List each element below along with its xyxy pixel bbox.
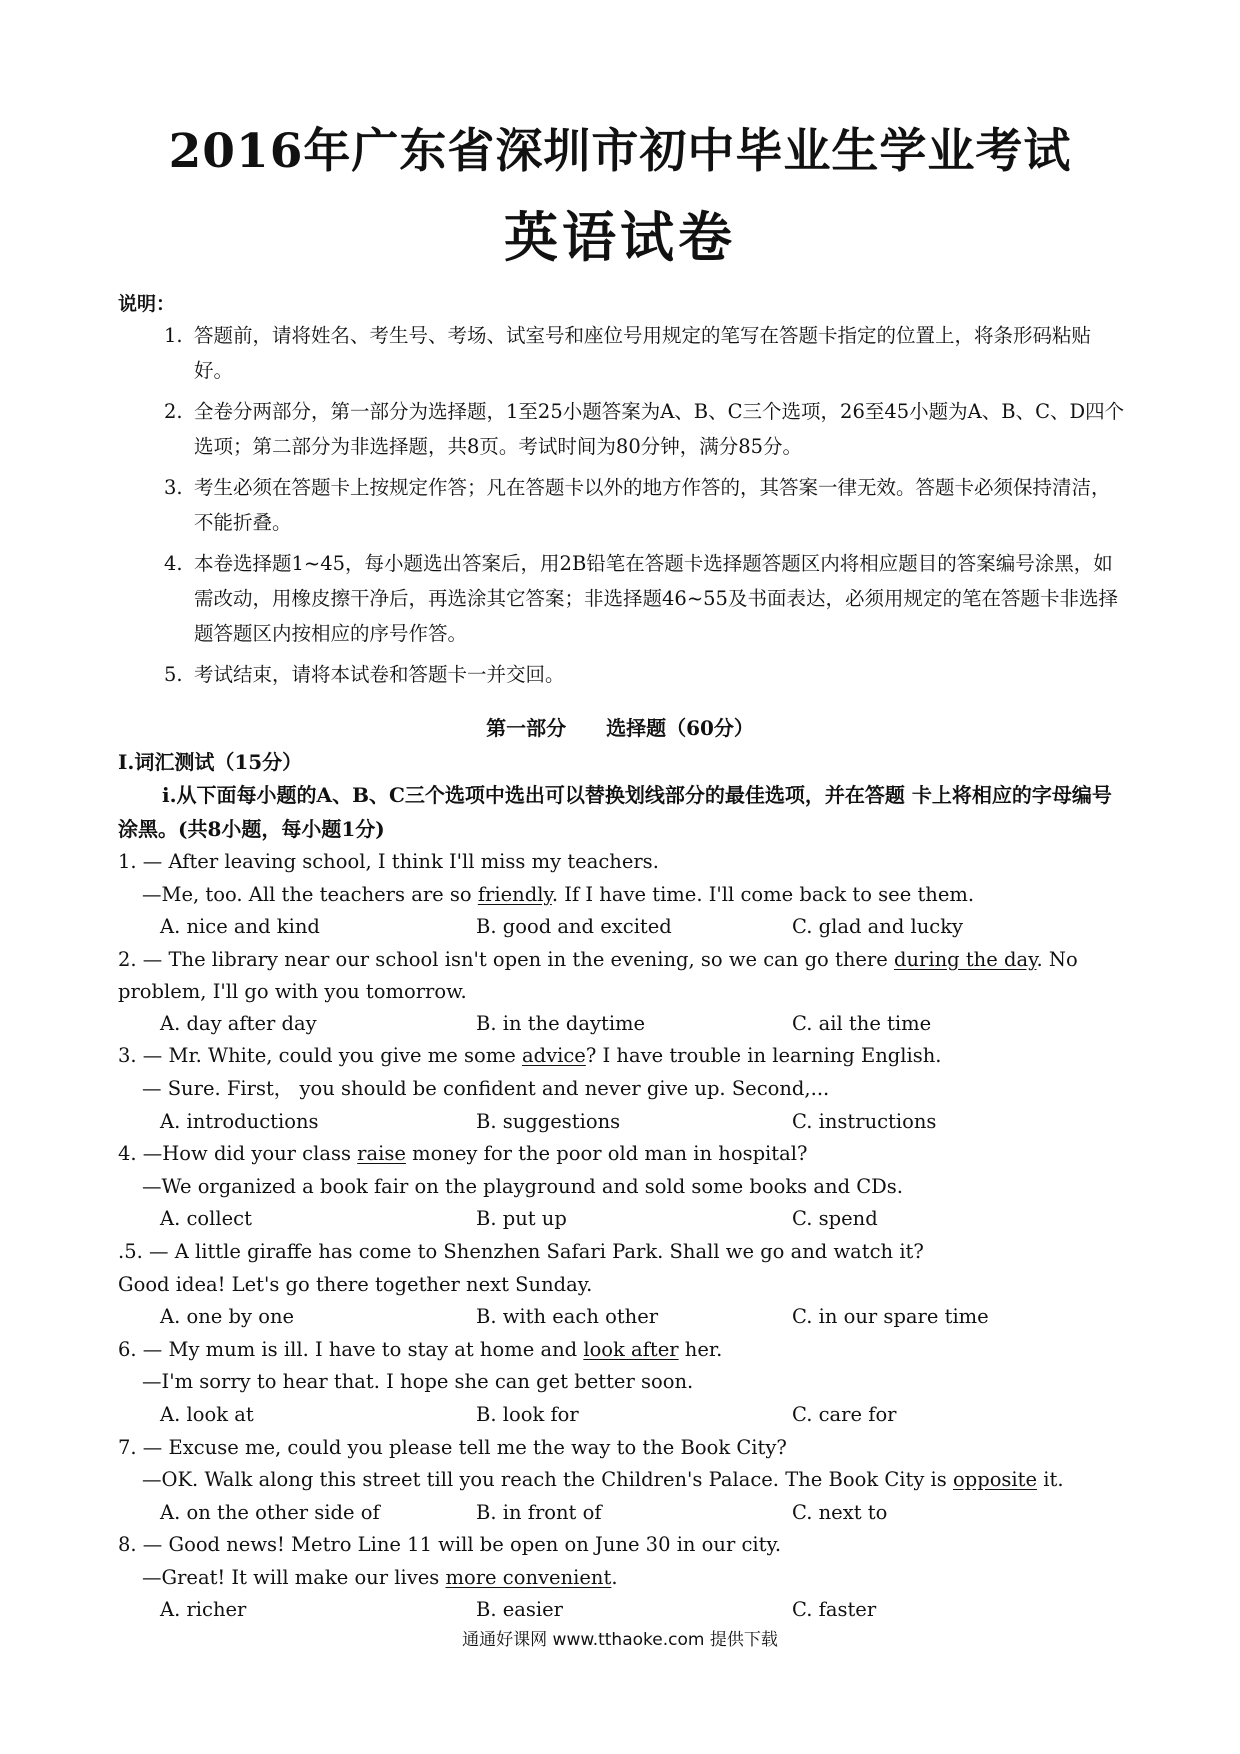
answer-options	[118, 1399, 1128, 1432]
question-reply	[118, 1562, 1128, 1595]
stem-text: 2. — The library near our school isn't open in the evening, so we can go there	[118, 947, 894, 971]
exam-title: 2016年广东省深圳市初中毕业生学业考试	[168, 124, 1072, 179]
option-c[interactable]: C. ail the time	[792, 1011, 932, 1035]
stem-text: . No problem, I'll go with you tomorrow.	[118, 947, 1078, 1003]
answer-options	[118, 1203, 1128, 1236]
reply-text: . If I have time. I'll come back to see them.	[551, 882, 975, 906]
question-3	[118, 1040, 1128, 1138]
question-reply: —I'm sorry to hear that. I hope she can get better soon.	[142, 1370, 694, 1394]
exam-subtitle: 英语试卷	[504, 205, 736, 269]
question-2	[118, 944, 1128, 1041]
underlined-word: friendly	[477, 882, 552, 906]
question-list	[118, 846, 1128, 1627]
question-7	[118, 1432, 1128, 1530]
note-text: 全卷分两部分，第一部分为选择题，1至25小题答案为A、B、C三个选项，26至45小题为A、B、C、D四个选项；第二部分为非选择题，共8页。考试时间为80分钟，满分85分。	[194, 400, 1125, 458]
note-item	[118, 657, 1128, 692]
question-5	[118, 1236, 1128, 1334]
page-footer: 通通好课网 www.tthaoke.com 提供下载	[462, 1630, 778, 1650]
option-a[interactable]: A. one by one	[160, 1305, 295, 1329]
option-c[interactable]: C. instructions	[792, 1109, 937, 1133]
stem-text: her.	[678, 1337, 723, 1361]
option-a[interactable]: A. collect	[160, 1207, 252, 1231]
question-stem: 8. — Good news! Metro Line 11 will be open on June 30 in our city.	[118, 1533, 782, 1557]
question-stem	[118, 1138, 1128, 1171]
part-title: 选择题（60分）	[606, 716, 754, 740]
note-number: 3.	[164, 476, 183, 499]
option-c[interactable]: C. care for	[792, 1402, 897, 1426]
underlined-word: look after	[583, 1337, 679, 1361]
reply-text: —OK. Walk along this street till you reach the Children's Palace. The Book City is	[142, 1468, 953, 1492]
option-a[interactable]: A. look at	[160, 1402, 254, 1426]
option-a[interactable]: A. on the other side of	[160, 1500, 380, 1524]
stem-text: 6. — My mum is ill. I have to stay at home and	[118, 1337, 584, 1361]
question-stem: 1. — After leaving school, I think I'll miss my teachers.	[118, 850, 659, 873]
note-number: 5.	[164, 663, 183, 686]
question-8	[118, 1529, 1128, 1627]
note-item	[118, 546, 1128, 651]
question-reply: —We organized a book fair on the playground and sold some books and CDs.	[142, 1174, 904, 1198]
option-c[interactable]: C. next to	[792, 1500, 888, 1524]
note-item	[118, 470, 1128, 540]
option-b[interactable]: B. in front of	[476, 1500, 602, 1524]
question-reply: — Sure. First， you should be confident and never give up. Second,...	[142, 1076, 830, 1100]
note-number: 4.	[164, 552, 183, 575]
question-reply: Good idea! Let's go there together next Sunday.	[118, 1272, 593, 1296]
option-a[interactable]: A. day after day	[160, 1011, 317, 1035]
stem-text: money for the poor old man in hospital?	[405, 1142, 808, 1166]
note-text: 本卷选择题1~45，每小题选出答案后，用2B铅笔在答题卡选择题答题区内将相应题目的答案编号涂黑，如需改动，用橡皮擦干净后，再选涂其它答案；非选择题46~55及书面表达，必须用规定的笔在答题卡非选择题答题区内按相应的序号作答。	[194, 552, 1118, 645]
option-a[interactable]: A. introductions	[160, 1109, 319, 1133]
reply-text: .	[611, 1565, 618, 1589]
stem-text: 3. — Mr. White, could you give me some	[118, 1044, 522, 1068]
notes-list	[118, 318, 1128, 698]
answer-options	[118, 1301, 1128, 1334]
option-b[interactable]: B. put up	[476, 1207, 567, 1231]
answer-options	[118, 1497, 1128, 1530]
section-title: I.词汇测试（15分）	[118, 750, 303, 774]
question-4	[118, 1138, 1128, 1236]
reply-text: —Great! It will make our lives	[142, 1565, 446, 1589]
section-instruction: i.从下面每小题的A、B、C三个选项中选出可以替换划线部分的最佳选项，并在答题 卡上将相应的字母编号涂黑。(共8小题，每小题1分)	[118, 783, 1112, 841]
option-b[interactable]: B. suggestions	[476, 1109, 621, 1133]
option-c[interactable]: C. faster	[792, 1598, 877, 1622]
option-b[interactable]: B. look for	[476, 1402, 579, 1426]
answer-options	[118, 1008, 1128, 1041]
question-stem: 7. — Excuse me, could you please tell me the way to the Book City?	[118, 1435, 787, 1459]
option-b[interactable]: B. with each other	[476, 1305, 659, 1329]
note-item	[118, 318, 1128, 388]
note-number: 1.	[164, 324, 183, 347]
option-c[interactable]: C. in our spare time	[792, 1305, 989, 1329]
answer-options	[118, 911, 1128, 944]
reply-text: it.	[1037, 1468, 1064, 1492]
question-stem	[118, 1334, 1128, 1367]
underlined-word: advice	[522, 1044, 586, 1068]
note-text: 考试结束，请将本试卷和答题卡一并交回。	[194, 663, 565, 686]
option-c[interactable]: C. spend	[792, 1207, 878, 1231]
part-heading	[0, 712, 1240, 744]
option-b[interactable]: B. good and excited	[476, 915, 672, 939]
question-6	[118, 1334, 1128, 1432]
question-1	[118, 846, 1128, 944]
note-text: 答题前，请将姓名、考生号、考场、试室号和座位号用规定的笔写在答题卡指定的位置上，将条形码粘贴好。	[194, 324, 1092, 382]
question-reply	[118, 879, 1128, 912]
notes-label: 说明：	[118, 293, 176, 315]
stem-text: 4. —How did your class	[118, 1142, 358, 1166]
question-reply	[118, 1464, 1128, 1497]
note-item	[118, 394, 1128, 464]
question-stem	[118, 1040, 1128, 1073]
underlined-word: raise	[357, 1142, 406, 1166]
answer-options	[118, 1594, 1128, 1627]
question-stem	[118, 944, 1128, 1008]
answer-options	[118, 1106, 1128, 1139]
option-b[interactable]: B. in the daytime	[476, 1011, 646, 1035]
part-name: 第一部分	[486, 716, 567, 740]
reply-text: —Me, too. All the teachers are so	[142, 882, 478, 906]
option-a[interactable]: A. nice and kind	[160, 915, 320, 939]
stem-text: ? I have trouble in learning English.	[585, 1044, 942, 1068]
question-stem: .5. — A little giraffe has come to Shenzhen Safari Park. Shall we go and watch it?	[118, 1239, 924, 1263]
underlined-word: during the day	[893, 947, 1037, 971]
underlined-word: opposite	[952, 1468, 1038, 1492]
option-c[interactable]: C. glad and lucky	[792, 915, 964, 939]
option-b[interactable]: B. easier	[476, 1598, 563, 1622]
option-a[interactable]: A. richer	[160, 1598, 247, 1622]
note-number: 2.	[164, 400, 183, 423]
underlined-word: more convenient	[445, 1565, 612, 1589]
note-text: 考生必须在答题卡上按规定作答；凡在答题卡以外的地方作答的，其答案一律无效。答题卡必须保持清洁，不能折叠。	[194, 476, 1111, 534]
